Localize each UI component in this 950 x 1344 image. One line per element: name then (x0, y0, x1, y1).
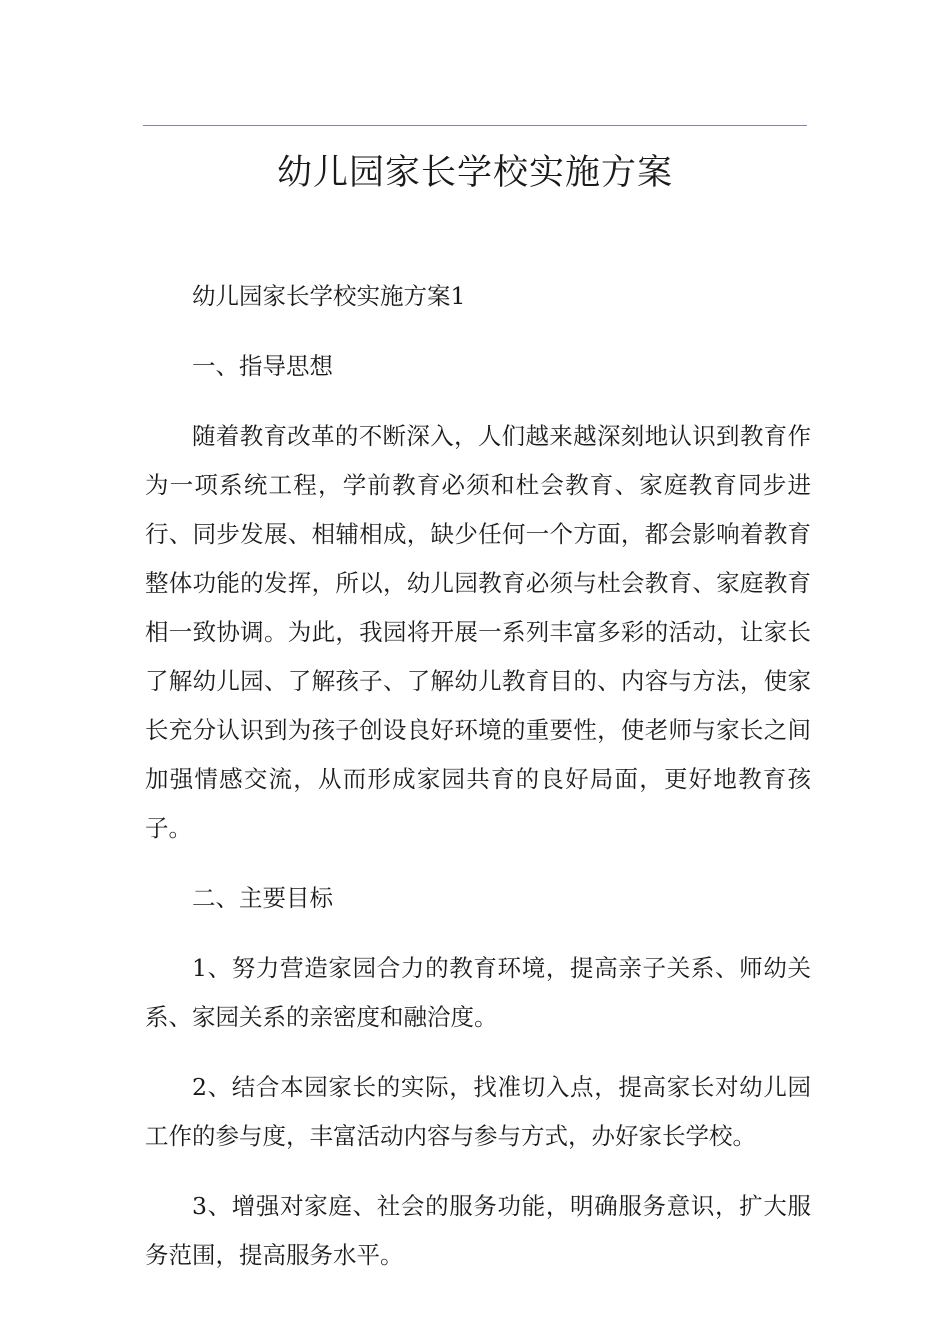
document-title: 幼儿园家长学校实施方案 (276, 153, 673, 193)
goal-item-2: 2、结合本园家长的实际，找准切入点，提高家长对幼儿园工作的参与度，丰富活动内容与参与方式，办好家长学校。 (145, 1073, 811, 1150)
section-heading-guiding-thought: 一、指导思想 (192, 352, 333, 380)
document-body (145, 272, 811, 1280)
goal-item-3: 3、增强对家庭、社会的服务功能，明确服务意识，扩大服务范围，提高服务水平。 (145, 1192, 811, 1269)
header-rule (143, 125, 807, 126)
paragraph-guiding-thought: 随着教育改革的不断深入，人们越来越深刻地认识到教育作为一项系统工程，学前教育必须和杜会教育、家庭教育同步进行、同步发展、相辅相成，缺少任何一个方面，都会影响着教育整体功能的发挥，所以，幼儿园教育必须与杜会教育、家庭教育相一致协调。为此，我园将开展一系列丰富多彩的活动，让家长了解幼儿园、了解孩子、了解幼儿教育目的、内容与方法，使家长充分认识到为孩子创设良好环境的重要性，使老师与家长之间加强情感交流，从而形成家园共育的良好局面，更好地教育孩子。 (145, 422, 811, 842)
section-heading-main-goals: 二、主要目标 (192, 884, 333, 912)
section-heading-1: 幼儿园家长学校实施方案1 (192, 282, 466, 310)
goal-item-1: 1、努力营造家园合力的教育环境，提高亲子关系、师幼关系、家园关系的亲密度和融洽度。 (145, 954, 811, 1031)
